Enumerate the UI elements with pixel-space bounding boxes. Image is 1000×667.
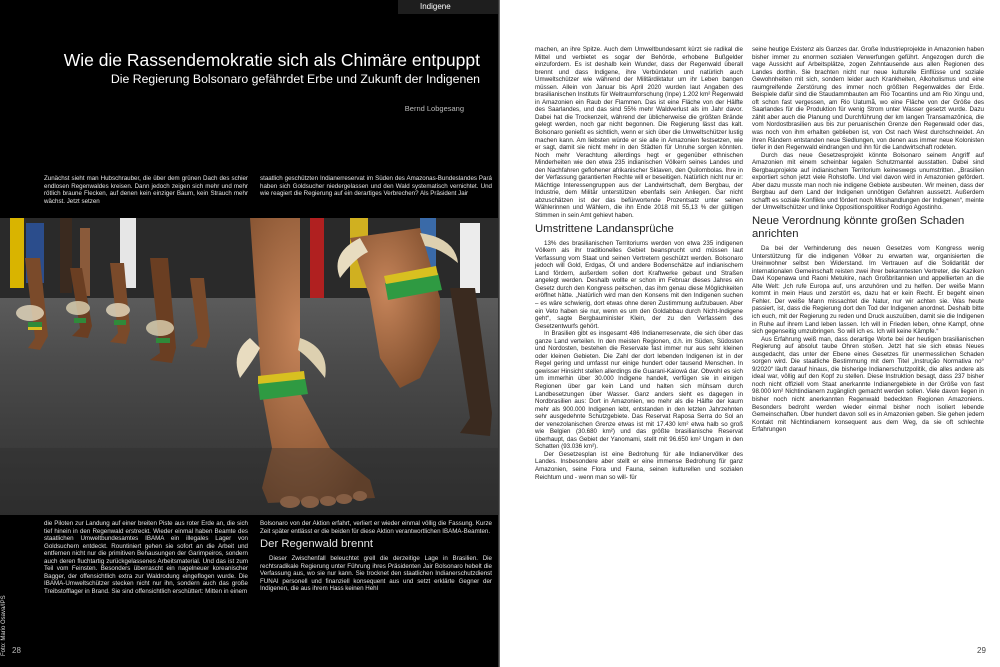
lower-paragraph-left: die Piloten zur Landung auf einer breiten Piste aus roter Erde an, die sich tief hinein in den Regenwald erstreckt. Wieder einmal haben Beamte des staatlichen Umweltbundesamtes IBAMA ein illegales Lager von Goldsuchern entdeckt. Rountiniert gehen sie sofort an die Arbeit und entfernen nicht nur die primitiven Behausungen der Garimpeiros, sondern auch deren fluchtartig zurückgelassenes Arbeitsmaterial. Und das ist zum Teil vom Feinsten. Besonders überrascht ein nagelneuer koreanischer Bagger, der offensichtlich extra zur Waldrodung eingeflogen wurde. Die IBAMA-Umweltschützer stecken nicht nur ihn, sondern auch das große Treibstofflager in Brand. Sie sind offensichtlich erschüttert: Mitten in einem (44, 520, 248, 595)
article-author: Bernd Lobgesang (404, 104, 464, 113)
article-subtitle: Die Regierung Bolsonaro gefährdet Erbe und Zukunft der Indigenen (110, 72, 480, 86)
page-number-right: 29 (977, 646, 986, 655)
section-tab (398, 0, 500, 14)
column-four-paragraph-2: Durch das neue Gesetzesprojekt könnte Bolsonaro seinem Angriff auf Amazonien mit einem scheinbar legalen Schutzmantel ausstatten. Dabei sind Bergbauprojekte auf indianischem Territorium keineswegs unumstritten. „Brasilien exportiert schon jetzt viele Rohstoffe. Und viel davon wird in Amazonien gefördert. Aber dazu musste man noch nie indigene Gebiete ausbeuten. Wir meinen, dass der Bergbau auf dem Land der Indigenen unnötigen Gefahren aussetzt. Außerdem schafft es soziale Konflikte und fördert noch Misshandlungen der Indigenen“, meinte der Umweltschützer und linke Oppositionspolitiker Rodrigo Agostinho. (752, 151, 984, 212)
lower-intro-right: Bolsonaro von der Aktion erfahrt, verliert er wieder einmal völlig die Fassung. Kurze Zeit später entlässt er die beiden für diese Aktion verantwortlichen IBAMA-Beamten. (260, 520, 492, 535)
page-number-left: 28 (12, 646, 21, 655)
column-four-paragraph-1: seine heutige Existenz als Ganzes dar. Große Industrieprojekte in Amazonien haben bisher immer zu enormen sozialen Verwerfungen geführt. Angezogen durch die vage Aussicht auf Arbeitsplätze, zogen Zehntausende aus allen Regionen des Landes dorthin. Sie brachten nicht nur neue kulturelle Einflüsse und soziale Gewohnheiten mit sich, sondern leider auch Krankheiten, Alkoholismus und eine raumgreifende Zerstörung des immer noch größten Regenwaldes der Erde. Beispiele dafür sind die Staudammbauten am Rio Tocantins und am Rio Xingu und, oft schon fast vergessen, am Rio Uatumã, wo eine Fläche von der Größe des Saarlandes für die Produktion für wenig Strom unter Wasser gesetzt wurde. Dazu zählt aber auch die Planung und Durchführung der km langen Transamazônica, die vom Nordostbrasilien aus bis zur peruanischen Grenze den Regenwald oder das, was noch von ihm erhalten geblieben ist, von Ost nach West durchschneidet. An ihren Rändern entstanden neue Siedlungen, von denen aus immer neue Kolonisten tiefer in den Regenwald eindrangen und ihn für die Landwirtschaft rodeten. (752, 46, 984, 152)
heading-verordnung: Neue Verordnung könnte großen Schaden anrichten (752, 215, 965, 241)
umstritten-paragraph-2: In Brasilien gibt es insgesamt 486 Indianerreservate, die sich über das ganze Land verteilen. In den meisten Regionen, d.h. im Süden, Südosten und Nordosten, bestehen die Reservate fast immer nur aus sehr kleinen oder kleinen Gebieten. Die Zahl der dort lebenden Indigenen ist in der Regel gering und umfasst nur einige hundert oder tausend Menschen. In gewisser Hinsicht stellen allerdings die Guarani-Kaiowá dar. Obwohl es sich um immerhin über 30.000 Indigene handelt, verfügen sie in einigen Regionen über gar kein Land und halten sich mühsam durch Landbesetzungen über Wasser. Ganz anders sieht es dagegen in Nordbrasilien aus: Dort in Amazonien, wo mehr als die Hälfte der kaum mehr als 900.000 Indigenen lebt, entstanden in den letzten Jahrzehnten sehr ausgedehnte Schutzgebiete. Das Reservat Raposa Serra do Sol an der venezolanischen Grenze etwas ist mit 17.430 km² etwa halb so groß wie Belgien (30.680 km²) und das größte brasilianische Reservat überhaupt, das Gebiet der Yanomami, stellt mit 96.650 km² Ungarn in den Schatten (93.036 km²). (535, 330, 743, 451)
lower-column-left (44, 520, 248, 595)
lower-column-right (260, 520, 492, 593)
intro-paragraph-right: staatlich geschützten Indianerreservat im Süden des Amazonas-Bundeslandes Pará haben sich Goldsucher niedergelassen und den Wald systematisch vernichtet. Und wie reagiert die Regierung auf ein derartiges Verbrechen? Als Präsident Jair (260, 175, 492, 198)
section-tab-label: Indigene (420, 2, 451, 11)
intro-column-right (260, 175, 492, 198)
intro-paragraph-left: Zunächst sieht man Hubschrauber, die über dem grünen Dach des schier endlosen Regenwaldes kreisen. Dann jedoch zeigen sich mehr und mehr rötlich braune Flecken, auf denen kein einziger Baum, kein Strauch mehr wächst. Jetzt setzen (44, 175, 248, 205)
column-three-top: machen, an ihre Spitze. Auch dem Umweltbundesamt kürzt sie radikal die Mittel und verbietet es sogar der Behörde, erhobene Bußgelder einzufordern. Es ist deshalb kein Wunder, dass der Regenwald überall brennt und dass Indigene, ihre Verbündeten und natürlich auch Umweltschützer wie während der Militärdiktatur um ihr Leben bangen müssen. Allein von Januar bis April 2020 wurden laut Angaben des brasilianischen Instituts für Weltraumforschung (Inpe) 1.202 km² Regenwald in Amazonien ein Raub der Flammen. Das ist eine Fläche von der Hälfte des Saarlandes, und das sind 55% mehr Waldverlust als im Jahr davor. Dabei hat die Trockenzeit, während der üblicherweise die größten Brände gelegt werden, noch gar nicht begonnen. Die Regierung lässt das kalt. Bolsonaro genießt es sichtlich, wenn er sich über die Umweltschützer lustig machen kann. Am liebsten würde er sie alle in Amazonien festsetzen, wie er sagt, damit sie nicht mehr in den Städten für Unruhe sorgen könnten. Noch mehr Verachtung allerdings hegt er gegenüber ethnischen Minderheiten wie den etwa 235 indianischen Völkern seines Landes und den Nachfahren geflohener afrikanischer Sklaven, den Quilombolas. Ihre in der Verfassung garantierten Rechte will er beseitigen. Natürlich nicht nur er: Mächtige Interessengruppen aus der Landwirtschaft, dem Bergbau, der Industrie, dem Militär unterstützen ebenfalls sein Anliegen. Gar nicht abzuschätzen ist der das befürwortende Prozentsatz unter seinen Wählerinnen und Wählern, die ihn Ende 2018 mit 55,13 % der gültigen Stimmen in sein Amt gehievt haben. (535, 46, 743, 220)
dancer-feet-illustration (0, 218, 500, 515)
heading-umstritten: Umstrittene Landansprüche (535, 222, 674, 235)
intro-column-left (44, 175, 248, 205)
column-three (535, 46, 743, 481)
heading-regenwald: Der Regenwald brennt (260, 538, 374, 551)
photo-credit: Foto: Mario Osava/IPS (1, 595, 7, 656)
right-page (500, 0, 1000, 667)
article-title: Wie die Rassendemokratie sich als Chimäre entpuppt (63, 50, 480, 70)
verordnung-paragraph-1: Da bei der Verhinderung des neuen Gesetzes vom Kongress wenig Unterstützung für die indigenen Völker zu erwarten war, organisierten die Ureinwohner selbst ben Widerstand. Im Vertrauen auf die Solidarität der internationalen Gemeinschaft reisten zwei ihrer bekanntesten Vertreter, die Kaziken Davi Kopenawa und Raoni Metukire, nach Großbritannien und appellierten an die Alte Welt: „Ich rufe Europa auf, uns anzuhören und zu helfen. Der weiße Mann kommt in mein Haus und zerstört es, dazu hat er kein Recht. Er begeht einen Fehler. Der weiße Mann missachtet die Natur, nur wir achten sie. Was heute passiert, ist, dass die Regierung dort den Tod der Indigenen anordnet. Deshalb bitte ich euch, mit der Regierung zu reden und Druck auszuüben, damit sie die Indigenen in Ruhe auf ihrem Land leben lassen. Ich will in Frieden leben, ohne Kampf, ohne sich gegenseitig umzubringen. So will ich es. Ich will keine Kämpfe.“ (752, 245, 984, 336)
umstritten-paragraph-1: 13% des brasilianischen Territoriums werden von etwa 235 indigenen Völkern als ihr traditionelles Gebiet beansprucht und müssen laut Verfassung vom Staat und seinen Vertretern geschützt werden. Bolsonaro jedoch will Gold, Erdgas, Öl und andere Bodenschätze auf indianischem Land fördern, außerdem sollen dort Kraftwerke gebaut und Straßen angelegt werden. Deshalb wollte er schon im Februar dieses Jahres ein Gesetz durch den Kongress peitschen, das ihm genau diese Möglichkeiten eröffnet hätte. „Natürlich wird man den Konsens mit den Indigenen suchen – es wäre schwierig, dort etwas ohne deren Zustimmung aufzubauen. Aber ein Veto haben sie nur, wenn es um den Goldabbau durch Nicht-Indigene geht“, sagte Bergbauminister Klein, der zu den Verfassern des Gesetzentwurfs gehört. (535, 239, 743, 330)
column-four (752, 46, 984, 434)
verordnung-paragraph-2: Aus Erfahrung weiß man, dass derartige Worte bei der heutigen brasilianischen Regierung auf absolut taube Ohren stoßen. Jetzt hat sie sich etwas Neues ausgedacht, das unter der Ebene eines Gesetzes für unermesslichen Schaden sorgen wird. Die staatliche Bestimmung mit dem Titel „Instrução Normativa no° 9/2020“ läuft darauf hinaus, die bisherige Indianerschutzpolitik, die alles andere als ideal war, völlig auf den Kopf zu stellen. Diese Instruktion besagt, dass 237 bisher noch nicht offiziell vom Staat anerkannte Indianergebiete in der Größe von fast 98.000 km² Nichtindianern zugänglich gemacht werden sollen. Viele davon liegen in bisher noch nicht anerkannten Regenwald bedeckten Regionen Amazoniens. Besonders bedroht werden wieder einmal bisher noch isoliert lebende Gemeinschaften. Über hundert davon soll es in Amazonien geben. Sie gehen jedem Kontakt mit Nichtindianern konsequent aus dem Weg, da sie oft schlechte Erfahrungen (752, 335, 984, 434)
umstritten-paragraph-3: Der Gesetzesplan ist eine Bedrohung für alle Indianervölker des Landes. Insbesondere aber stellt er eine immense Bedrohung für ganz Amazonien, seine Flora und Fauna, seinen kulturellen und sozialen Reichtum und - wenn man so will- für (535, 450, 743, 481)
regenwald-paragraph: Dieser Zwischenfall beleuchtet grell die derzeitige Lage in Brasilien. Die rechtsradikale Regierung unter Führung ihres Präsidenten Jair Bolsonaro hebelt die Verfassung aus, wo sie nur kann. Sie trocknet den staatlichen Indianerschutzdienst FUNAI personell und finanziell konsequent aus und setzt erklärte Gegner der Indigenen, die aus ihrem Hass keinen Hehl (260, 555, 492, 593)
